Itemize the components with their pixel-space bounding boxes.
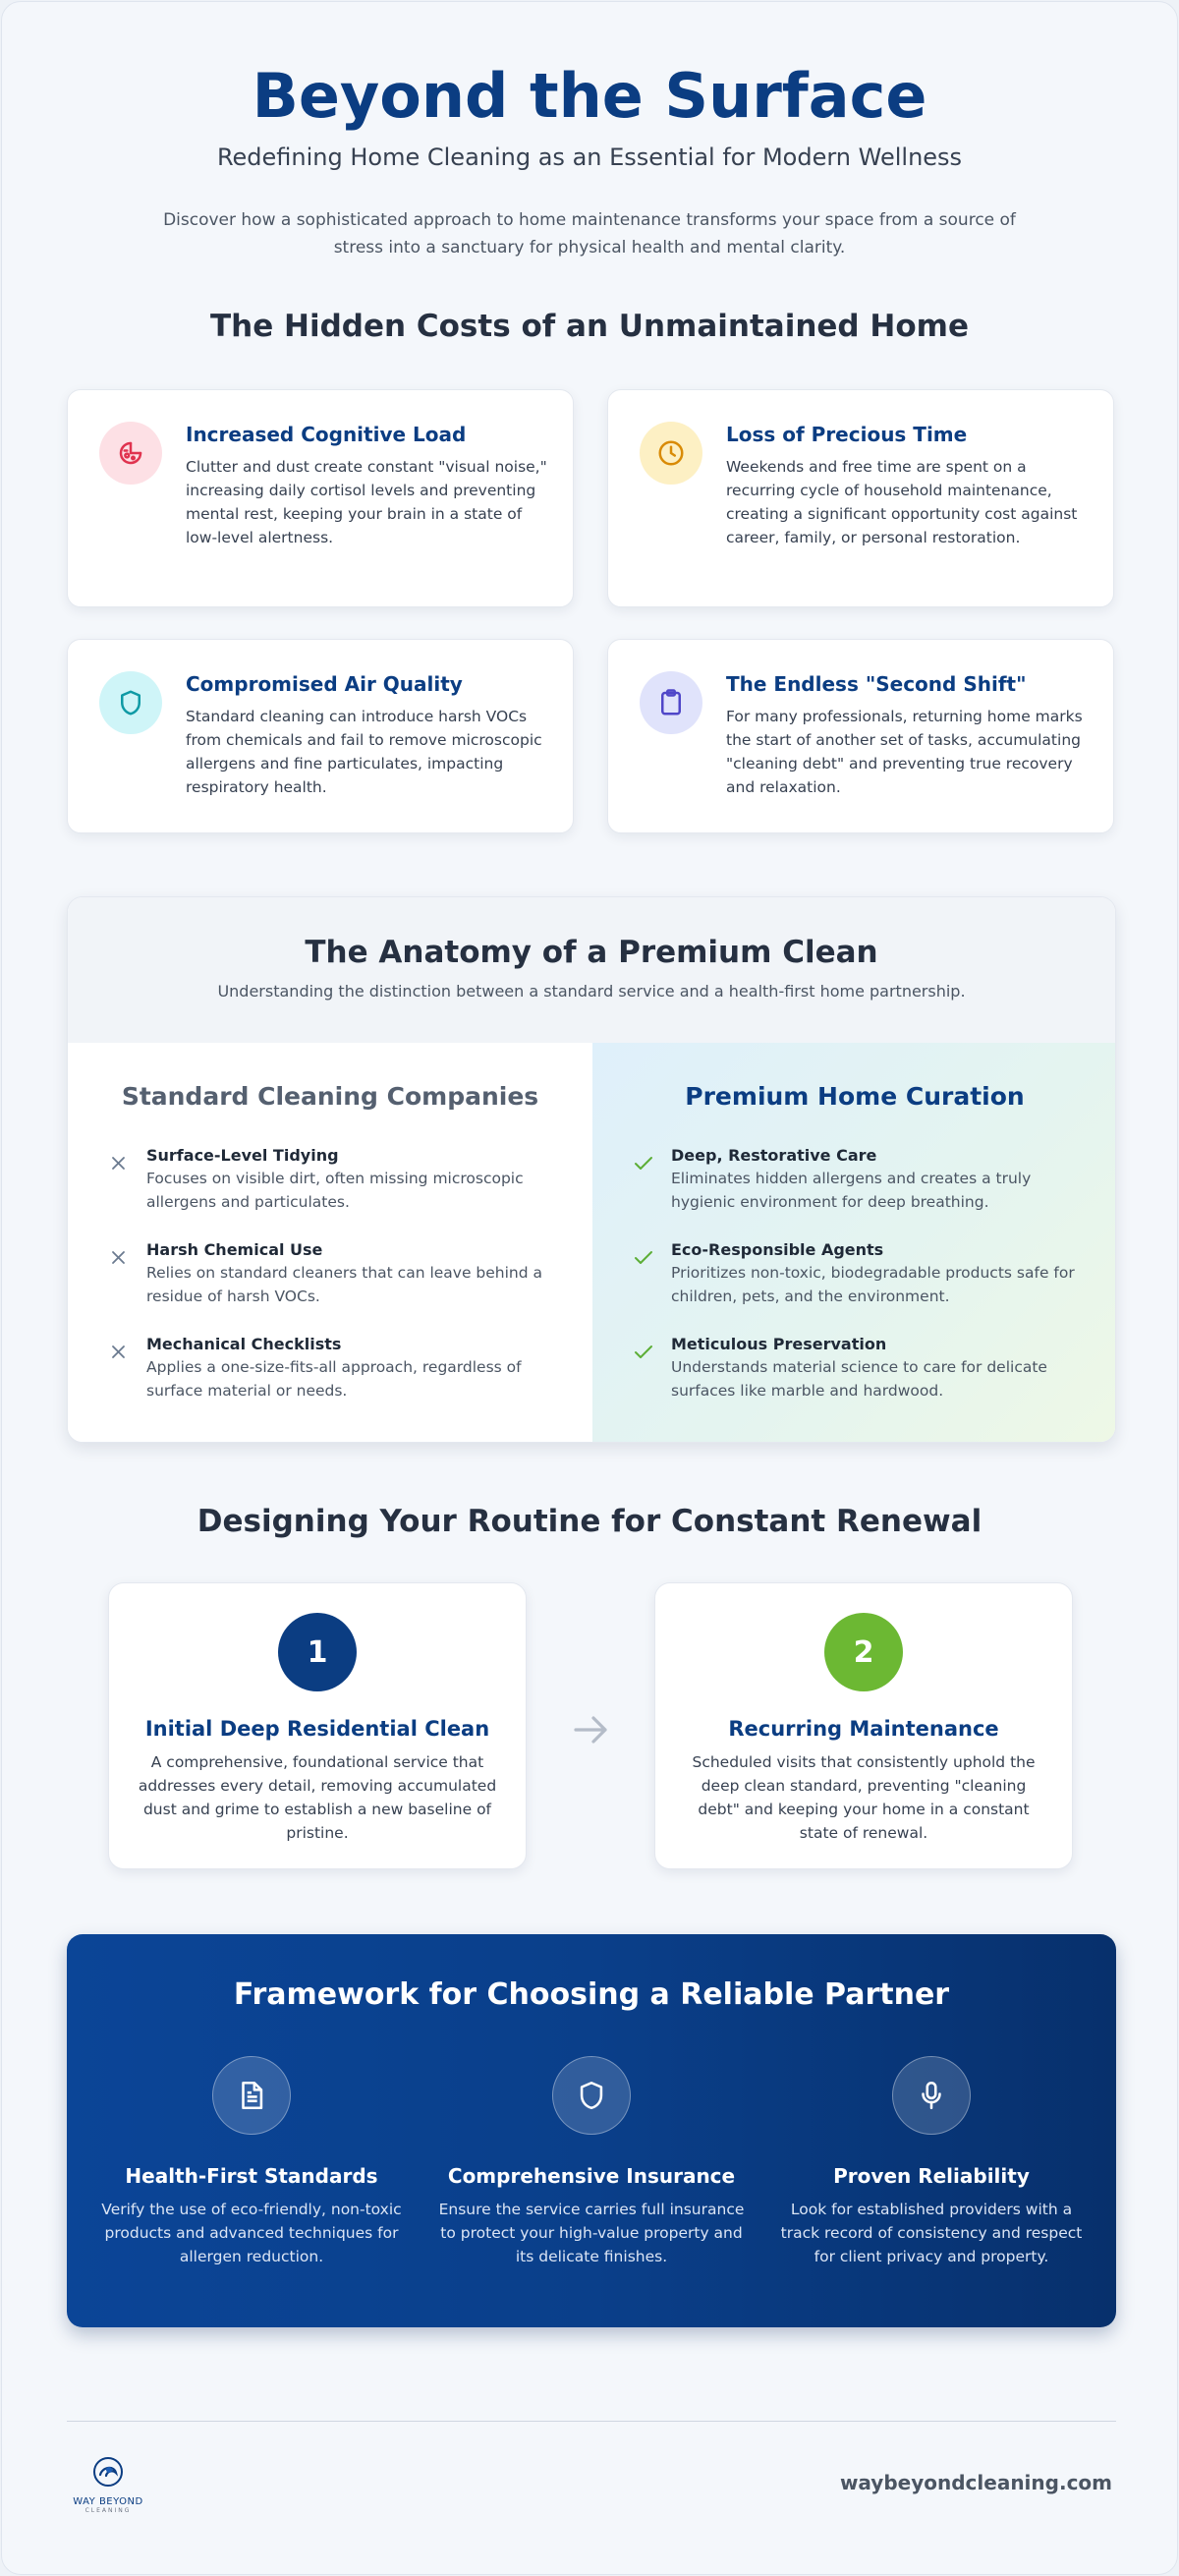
step-card-deep-clean <box>108 1582 527 1869</box>
framework-item-title: Proven Reliability <box>833 2164 1030 2188</box>
framework-panel <box>67 1934 1116 2327</box>
framework-item-text: Look for established providers with a track record of consistency and respect for client privacy and property. <box>780 2201 1083 2265</box>
x-icon <box>107 1340 131 1363</box>
cost-card-air-quality <box>67 639 574 833</box>
item-text: Eliminates hidden allergens and creates a truly hygienic environment for deep breathing. <box>671 1170 1032 1211</box>
standard-title: Standard Cleaning Companies <box>121 1082 539 1111</box>
comparison-header <box>68 897 1115 1043</box>
premium-column <box>592 1043 1116 1443</box>
cost-card-lost-time <box>607 389 1114 607</box>
card-title: The Endless "Second Shift" <box>726 672 1027 696</box>
comparison-title: The Anatomy of a Premium Clean <box>305 935 878 970</box>
item-title: Harsh Chemical Use <box>146 1240 323 1259</box>
step-title: Initial Deep Residential Clean <box>144 1717 490 1741</box>
brand-logo <box>67 2455 149 2512</box>
comparison-subtitle: Understanding the distinction between a standard service and a health-first home partnership. <box>217 982 966 1001</box>
logo-tagline: CLEANING <box>84 2507 132 2514</box>
item-title: Deep, Restorative Care <box>671 1146 877 1165</box>
step-number: 2 <box>824 1613 903 1691</box>
footer-divider <box>67 2421 1116 2422</box>
item-text: Understands material science to care for delicate surfaces like marble and hardwood. <box>671 1358 1047 1400</box>
shield-icon <box>552 2056 631 2135</box>
framework-item-title: Health-First Standards <box>125 2164 378 2188</box>
intro-text: Discover how a sophisticated approach to home maintenance transforms your space from a source of stress into a sanctuary for physical health and mental clarity. <box>163 210 1016 258</box>
item-text: Focuses on visible dirt, often missing microscopic allergens and particulates. <box>146 1170 524 1211</box>
check-icon <box>632 1340 655 1363</box>
x-icon <box>107 1151 131 1174</box>
step-title: Recurring Maintenance <box>728 1717 999 1741</box>
check-icon <box>632 1151 655 1174</box>
framework-item-title: Comprehensive Insurance <box>447 2164 736 2188</box>
card-text: Weekends and free time are spent on a recurring cycle of household maintenance, creating a significant opportunity cost against career, family, or personal restoration. <box>726 458 1078 546</box>
card-title: Loss of Precious Time <box>726 423 968 446</box>
cost-card-second-shift <box>607 639 1114 833</box>
logo-text: WAY BEYOND <box>73 2496 143 2507</box>
framework-item-text: Ensure the service carries full insurance to protect your high-value property and its delicate finishes. <box>438 2201 745 2265</box>
framework-item <box>774 2056 1089 2268</box>
step-text: A comprehensive, foundational service that addresses every detail, removing accumulated dust and grime to establish a new baseline of pristine. <box>138 1753 497 1842</box>
item-title: Mechanical Checklists <box>146 1335 342 1353</box>
microphone-icon <box>892 2056 971 2135</box>
comparison-panel <box>67 896 1116 1443</box>
framework-item <box>94 2056 409 2268</box>
clipboard-icon <box>640 671 702 734</box>
card-title: Compromised Air Quality <box>186 672 463 696</box>
arrow-right-icon <box>568 1706 615 1753</box>
page-subtitle: Redefining Home Cleaning as an Essential for Modern Wellness <box>216 143 963 171</box>
card-text: Standard cleaning can introduce harsh VOCs from chemicals and fail to remove microscopic allergens and fine particulates, impacting respiratory health. <box>186 708 542 796</box>
framework-item-text: Verify the use of eco-friendly, non-toxic products and advanced techniques for allergen reduction. <box>101 2201 402 2265</box>
step-text: Scheduled visits that consistently uphold the deep clean standard, preventing "cleaning debt" and keeping your home in a constant state of renewal. <box>692 1753 1036 1842</box>
step-number: 1 <box>278 1613 357 1691</box>
shield-icon <box>99 671 162 734</box>
routine-title: Designing Your Routine for Constant Renewal <box>196 1504 982 1539</box>
premium-title: Premium Home Curation <box>685 1082 1025 1111</box>
item-text: Relies on standard cleaners that can leave behind a residue of harsh VOCs. <box>146 1264 543 1305</box>
framework-title: Framework for Choosing a Reliable Partner <box>233 1977 950 2012</box>
website-link[interactable]: waybeyondcleaning.com <box>839 2471 1112 2494</box>
card-text: For many professionals, returning home marks the start of another set of tasks, accumulating "cleaning debt" and preventing true recovery and relaxation. <box>726 708 1083 796</box>
page-title: Beyond the Surface <box>252 60 927 132</box>
framework-item <box>434 2056 749 2268</box>
costs-title: The Hidden Costs of an Unmaintained Home <box>210 309 969 344</box>
item-title: Eco-Responsible Agents <box>671 1240 884 1259</box>
card-text: Clutter and dust create constant "visual noise," increasing daily cortisol levels and preventing mental rest, keeping your brain in a state of low-level alertness. <box>186 458 547 546</box>
hero <box>2 59 1177 261</box>
brain-icon <box>99 422 162 485</box>
item-text: Prioritizes non-toxic, biodegradable products safe for children, pets, and the environment. <box>671 1264 1075 1305</box>
document-icon <box>212 2056 291 2135</box>
check-icon <box>632 1245 655 1269</box>
logo-swirl-icon <box>90 2455 126 2489</box>
cost-card-cognitive-load <box>67 389 574 607</box>
item-title: Surface-Level Tidying <box>146 1146 339 1165</box>
step-card-maintenance <box>654 1582 1073 1869</box>
x-icon <box>107 1245 131 1269</box>
item-text: Applies a one-size-fits-all approach, regardless of surface material or needs. <box>146 1358 522 1400</box>
infographic-page <box>1 1 1178 2575</box>
standard-column <box>68 1043 592 1443</box>
item-title: Meticulous Preservation <box>671 1335 887 1353</box>
card-title: Increased Cognitive Load <box>186 423 467 446</box>
clock-icon <box>640 422 702 485</box>
